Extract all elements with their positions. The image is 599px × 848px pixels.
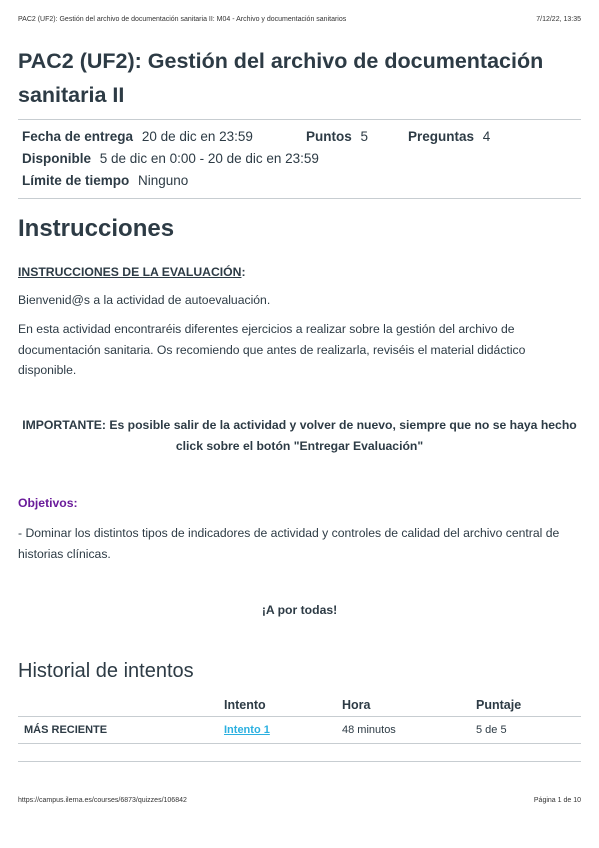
available-value: 5 de dic en 0:00 - 20 de dic en 23:59 (99, 151, 319, 166)
points-value: 5 (360, 129, 369, 144)
questions-row (408, 129, 490, 144)
column-header-blank (18, 694, 224, 717)
column-header-score: Puntaje (476, 694, 581, 717)
instructions-subheading-text: INSTRUCCIONES DE LA EVALUACIÓN (18, 265, 242, 279)
instructions-heading: Instrucciones (18, 215, 175, 242)
print-footer-url: https://campus.ilerna.es/courses/6873/quizzes/106842 (18, 797, 187, 804)
instructions-subheading (18, 262, 581, 283)
time-limit-label: Límite de tiempo (22, 173, 130, 188)
instructions-subheading-colon: : (241, 265, 246, 279)
history-heading: Historial de intentos (18, 660, 194, 682)
time-limit-value: Ninguno (138, 173, 189, 188)
print-header-title: PAC2 (UF2): Gestión del archivo de documentación sanitaria II: M04 - Archivo y documentación sanitarios (18, 16, 347, 23)
attempt-link[interactable]: Intento 1 (224, 724, 270, 736)
objectives-text: - Dominar los distintos tipos de indicadores de actividad y controles de calidad del archivo central de historias clínicas. (18, 526, 560, 561)
due-date-label: Fecha de entrega (22, 129, 134, 144)
print-header (18, 16, 581, 23)
column-header-time: Hora (342, 694, 476, 717)
greeting-text: Bienvenid@s a la actividad de autoevaluación. (18, 293, 271, 307)
objectives-heading: Objetivos: (18, 496, 78, 510)
available-row (22, 151, 319, 166)
intro-text: En esta actividad encontraréis diferentes ejercicios a realizar sobre la gestión del archivo de documentación sanitaria. Os recomiendo que antes de realizarla, reviséis el material didáctico disponible. (18, 322, 526, 377)
score-cell: 5 de 5 (476, 717, 581, 744)
questions-value: 4 (482, 129, 491, 144)
print-header-datetime: 7/12/22, 13:35 (536, 16, 581, 23)
attempt-cell (224, 717, 342, 744)
time-limit-row (22, 173, 188, 188)
column-header-attempt: Intento (224, 694, 342, 717)
most-recent-label: MÁS RECIENTE (18, 717, 224, 744)
page-title: PAC2 (UF2): Gestión del archivo de documentación sanitaria II (18, 49, 544, 107)
due-date-value: 20 de dic en 23:59 (141, 129, 253, 144)
table-header-row (18, 694, 581, 717)
due-date-row (22, 129, 253, 144)
section-divider (18, 761, 581, 762)
print-footer (18, 797, 581, 804)
questions-label: Preguntas (408, 129, 475, 144)
print-footer-page: Página 1 de 10 (533, 797, 581, 804)
quiz-details (18, 119, 581, 199)
attempt-history-table (18, 694, 581, 744)
available-label: Disponible (22, 151, 92, 166)
table-row (18, 717, 581, 744)
points-label: Puntos (306, 129, 352, 144)
points-row (306, 129, 368, 144)
important-notice: IMPORTANTE: Es posible salir de la actividad y volver de nuevo, siempre que no se haya hecho click sobre el botón "Entregar Evaluación" (22, 418, 577, 453)
cheer-text: ¡A por todas! (261, 603, 338, 617)
time-cell: 48 minutos (342, 717, 476, 744)
